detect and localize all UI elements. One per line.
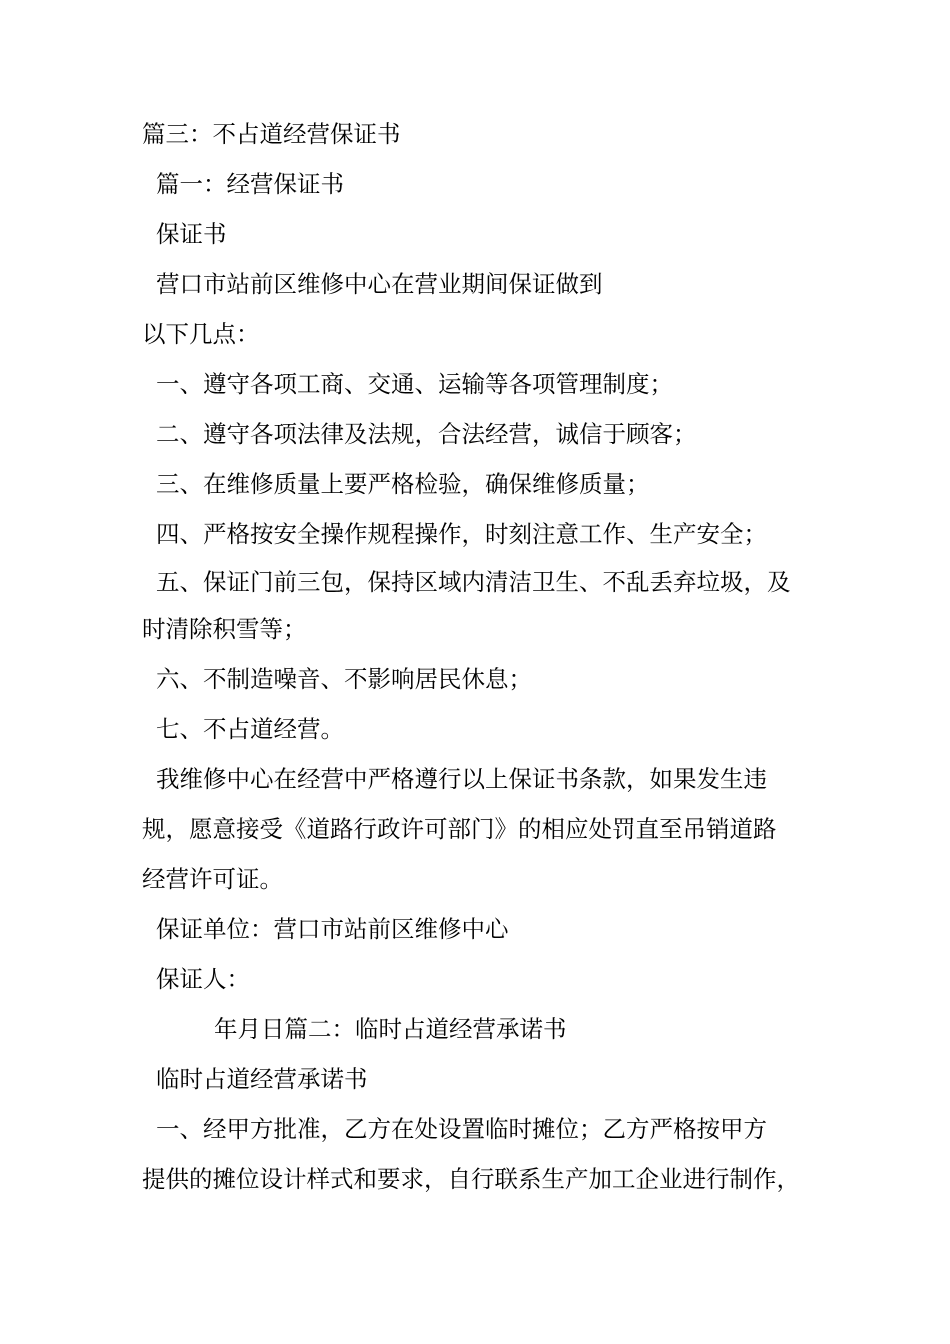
- paragraph-line: 营口市站前区维修中心在营业期间保证做到: [156, 270, 603, 298]
- paragraph-line: 以下几点：: [142, 320, 260, 348]
- doc-heading-guarantee: 保证书: [156, 220, 227, 248]
- commitment-item-1-continued: 提供的摊位设计样式和要求，自行联系生产加工企业进行制作，: [142, 1165, 800, 1193]
- paragraph-line: 经营许可证。: [142, 865, 283, 893]
- list-item-1: 一、遵守各项工商、交通、运输等各项管理制度；: [156, 370, 673, 398]
- list-item-2: 二、遵守各项法律及法规，合法经营，诚信于顾客；: [156, 420, 697, 448]
- list-item-6: 六、不制造噪音、不影响居民休息；: [156, 665, 532, 693]
- paragraph-line: 我维修中心在经营中严格遵行以上保证书条款，如果发生违: [156, 765, 767, 793]
- doc-heading-commitment: 临时占道经营承诺书: [156, 1065, 368, 1093]
- section-title-1: 篇一：经营保证书: [156, 170, 344, 198]
- list-item-7: 七、不占道经营。: [156, 715, 344, 743]
- list-item-3: 三、在维修质量上要严格检验，确保维修质量；: [156, 470, 650, 498]
- paragraph-line: 规，愿意接受《道路行政许可部门》的相应处罚直至吊销道路: [142, 815, 777, 843]
- list-item-5-continued: 时清除积雪等；: [142, 615, 307, 643]
- list-item-4: 四、严格按安全操作规程操作，时刻注意工作、生产安全；: [156, 520, 767, 548]
- guarantor-unit: 保证单位：营口市站前区维修中心: [156, 915, 509, 943]
- guarantor-person: 保证人：: [156, 965, 250, 993]
- section-title-3: 篇三：不占道经营保证书: [142, 120, 401, 148]
- commitment-item-1: 一、经甲方批准，乙方在处设置临时摊位；乙方严格按甲方: [156, 1115, 767, 1143]
- list-item-5: 五、保证门前三包，保持区域内清洁卫生、不乱丢弃垃圾，及: [156, 568, 791, 596]
- date-and-section-title-2: 年月日篇二：临时占道经营承诺书: [214, 1015, 567, 1043]
